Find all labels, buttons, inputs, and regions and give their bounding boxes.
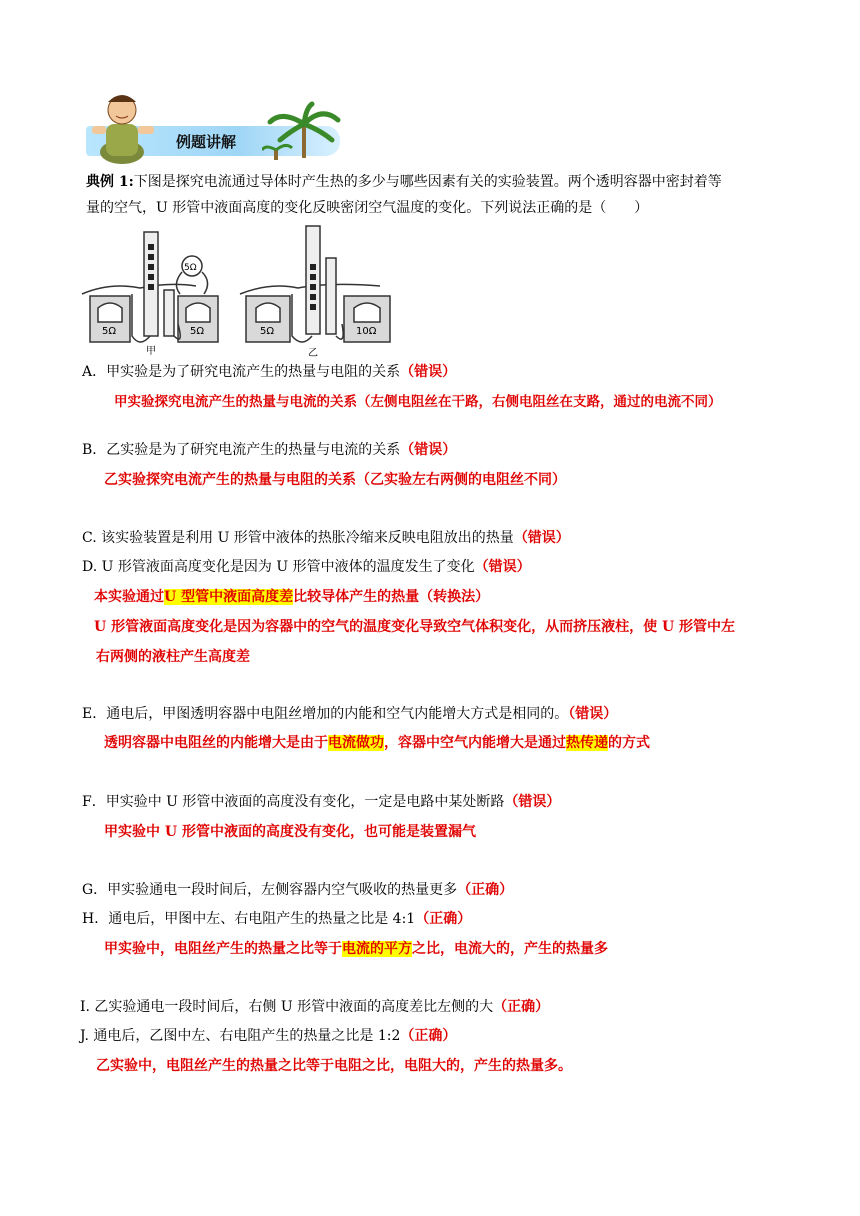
example-label: 典例 1 [86,174,129,190]
option-d-highlight: U 型管中液面高度差 [164,589,294,605]
right-r2-label: 10Ω [356,326,377,337]
option-e-explain-post: 的方式 [608,735,650,751]
left-r1-label: 5Ω [102,326,117,337]
question-stem-line2: 量的空气，U 形管中液面高度的变化反映密闭空气温度的变化。下列说法正确的是（ ） [86,200,649,216]
option-f-explanation: 甲实验中 U 形管中液面的高度没有变化，也可能是装置漏气 [104,824,476,840]
option-j [80,1026,456,1046]
option-e-text: E．通电后，甲图透明容器中电阻丝增加的内能和空气内能增大方式是相同的。 [82,706,569,722]
right-caption: 乙 [308,348,318,358]
option-e-verdict: （错误） [568,706,618,722]
option-d-explain1-post: 比较导体产生的热量（转换法） [293,589,490,605]
option-d [82,557,531,577]
option-c-text: C. 该实验装置是利用 U 形管中液体的热胀冷缩来反映电阻放出的热量 [82,530,514,546]
option-i-verdict: （正确） [493,999,550,1015]
option-e-highlight-2: 热传递 [566,735,608,751]
option-i-text: I. 乙实验通电一段时间后，右侧 U 形管中液面的高度差比左侧的大 [80,999,494,1015]
palm-tree-icon [262,100,342,162]
option-d-explanation-1 [94,587,489,607]
option-g [82,880,513,900]
option-b-explanation: 乙实验探究电流产生的热量与电阻的关系（乙实验左右两侧的电阻丝不同） [104,472,566,488]
option-b-text: B．乙实验是为了研究电流产生的热量与电流的关系 [82,442,401,458]
option-a [82,362,456,382]
option-f-verdict: （错误） [504,794,561,810]
option-e [82,704,617,724]
option-c-verdict: （错误） [513,530,570,546]
option-a-text: A．甲实验是为了研究电流产生的热量与电阻的关系 [82,364,401,380]
option-i [80,997,549,1017]
experiment-figure [80,224,410,358]
option-c [82,528,570,548]
option-h-verdict: （正确） [415,911,472,927]
option-h-highlight: 电流的平方 [342,941,412,957]
option-d-explanation-2-line2: 右两侧的液柱产生高度差 [96,649,250,665]
option-j-explanation: 乙实验中，电阻丝产生的热量之比等于电阻之比，电阻大的，产生的热量多。 [96,1058,572,1074]
option-e-explain-pre: 透明容器中电阻丝的内能增大是由于 [104,735,328,751]
option-h-explain-pre: 甲实验中，电阻丝产生的热量之比等于 [104,941,342,957]
option-f [82,792,560,812]
option-f-text: F．甲实验中 U 形管中液面的高度没有变化，一定是电路中某处断路 [82,794,505,810]
left-caption: 甲 [146,346,156,357]
right-r1-label: 5Ω [260,326,275,337]
left-r2-label: 5Ω [190,326,205,337]
banner-title: 例题讲解 [176,133,237,151]
stem-text-1: 下图是探究电流通过导体时产生热的多少与哪些因素有关的实验装置。两个透明容器中密封着等 [133,174,722,190]
option-h-explain-post: 之比，电流大的，产生的热量多 [412,941,608,957]
option-d-explanation-2-line1: U 形管液面高度变化是因为容器中的空气的温度变化导致空气体积变化，从而挤压液柱，使 U 形管中左 [94,619,736,635]
option-j-verdict: （正确） [400,1028,457,1044]
option-h-text: H．通电后，甲图中左、右电阻产生的热量之比是 4:1 [82,911,416,927]
option-a-verdict: （错误） [400,364,457,380]
teacher-illustration [84,86,164,164]
example-colon: : [128,174,134,190]
option-g-text: G．甲实验通电一段时间后，左侧容器内空气吸收的热量更多 [82,882,458,898]
option-j-text: J. 通电后，乙图中左、右电阻产生的热量之比是 1:2 [80,1028,401,1044]
question-stem-line1 [86,172,722,192]
option-a-explanation: 甲实验探究电流产生的热量与电流的关系（左侧电阻丝在干路，右侧电阻丝在支路，通过的电流不同） [114,394,722,410]
option-h [82,909,471,929]
option-d-explain1-pre: 本实验通过 [94,589,164,605]
option-b-verdict: （错误） [400,442,457,458]
option-d-text: D. U 形管液面高度变化是因为 U 形管中液体的温度发生了变化 [82,559,475,575]
option-e-explanation [104,733,650,753]
option-g-verdict: （正确） [457,882,514,898]
option-e-explain-mid: ，容器中空气内能增大是通过 [384,735,566,751]
option-e-highlight-1: 电流做功 [328,735,384,751]
left-parallel-label: 5Ω [184,263,197,273]
option-h-explanation [104,939,608,959]
option-b [82,440,456,460]
option-d-verdict: （错误） [474,559,531,575]
